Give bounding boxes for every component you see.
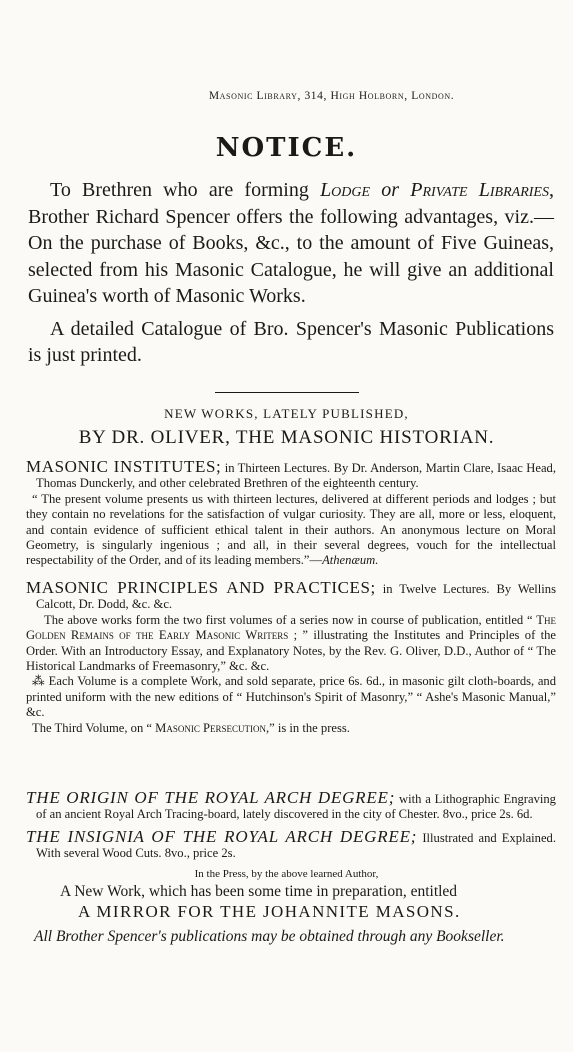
notice-lodge: Lodge (320, 179, 371, 201)
notice-text: To Brethren who are forming (50, 179, 321, 201)
series-note-text-cont: ; ” illustrating the Institutes and Principles of the Order. With an Introductory Essay, and Explanatory Notes, by the Rev. G. Oliver, D.D., Author of “ The Historical Landmarks of Freemasonry,” &c. &c. (26, 628, 556, 674)
section-divider (215, 392, 359, 393)
library-address: Masonic Library, 314, High Holborn, London. (208, 90, 455, 102)
third-volume-note (26, 721, 556, 736)
in-press-note: In the Press, by the above learned Author, (194, 868, 379, 880)
work-title: THE ORIGIN OF THE ROYAL ARCH DEGREE; (26, 788, 396, 807)
in-press-description: A New Work, which has been some time in preparation, entitled (60, 883, 458, 900)
notice-or: or (370, 179, 411, 201)
work-description: in Twelve Lectures. By Wellins Calcott, Dr. Dodd, &c. &c. (36, 582, 557, 612)
work-title-line (26, 459, 556, 492)
work-masonic-principles (26, 580, 556, 736)
work-title: MASONIC PRINCIPLES AND PRACTICES; (26, 578, 376, 597)
new-works-heading: NEW WORKS, LATELY PUBLISHED, (164, 406, 409, 421)
series-note-text: The above works form the two first volumes of a series now in course of publication, entitled “ (44, 612, 537, 627)
work-description: in Thirteen Lectures. By Dr. Anderson, Martin Clare, Isaac Head, Thomas Dunckerly, and other celebrated Brethren of the eighteenth century. (36, 461, 556, 491)
in-press-title: A MIRROR FOR THE JOHANNITE MASONS. (78, 902, 461, 921)
notice-paragraph-1 (28, 177, 554, 310)
work-insignia-royal-arch (26, 829, 556, 862)
notice-private-libraries: Private Libraries (410, 179, 549, 201)
work-title-line (26, 829, 556, 862)
work-title: MASONIC INSTITUTES; (26, 457, 222, 476)
work-title-line (26, 580, 556, 613)
notice-heading: NOTICE. (215, 133, 358, 163)
work-origin-royal-arch (26, 790, 556, 823)
bookseller-note: All Brother Spencer's publications may be obtained through any Bookseller. (34, 928, 505, 945)
third-volume-text-cont: ,” is in the press. (266, 720, 350, 735)
author-heading: BY DR. OLIVER, THE MASONIC HISTORIAN. (78, 427, 495, 448)
third-volume-title: Masonic Persecution (155, 720, 266, 735)
review-source: Athenæum. (322, 553, 379, 568)
notice-paragraph-2: A detailed Catalogue of Bro. Spencer's Masonic Publications is just printed. (28, 317, 554, 366)
work-title: THE INSIGNIA OF THE ROYAL ARCH DEGREE; (26, 827, 418, 846)
price-note: ⁂ Each Volume is a complete Work, and sold separate, price 6s. 6d., in masonic gilt cloth-boards, and printed uniform with the new editions of “ Hutchinson's Spirit of Masonry,” “ Ashe's Masonic Manual,” &c. (26, 674, 556, 720)
third-volume-text: The Third Volume, on “ (32, 720, 156, 735)
work-masonic-institutes (26, 459, 556, 569)
notice-body (28, 177, 554, 369)
in-press-work (60, 882, 540, 922)
series-title: The Golden Remains of the Early Masonic Writers (26, 612, 556, 643)
work-title-line (26, 790, 556, 823)
work-description: with a Lithographic Engraving of an ancient Royal Arch Tracing-board, lately discovered in the city of Chester. 8vo., price 2s. 6d. (36, 792, 556, 822)
work-review (26, 492, 556, 569)
review-text: “ The present volume presents us with thirteen lectures, delivered at different periods and lodges ; but they contain no revelations for the satisfaction of vulgar curiosity. They are all, more or less, eloquent, and contain evidence of sufficient ethical talent in their authors. An anonymous lecture on Moral Geometry, is singularly ingenious ; and all, in their several degrees, vouch for the intellectual respectability of the Order, and of its leading members.”— (26, 491, 556, 568)
series-note (26, 613, 556, 675)
notice-text-cont: , Brother Richard Spencer offers the following advantages, viz.—On the purchase of Books, &c., to the amount of Five Guineas, selected from his Masonic Catalogue, he will give an additional Guinea's worth of Masonic Works. (28, 179, 554, 307)
work-description: Illustrated and Explained. With several Wood Cuts. 8vo., price 2s. (36, 831, 556, 861)
